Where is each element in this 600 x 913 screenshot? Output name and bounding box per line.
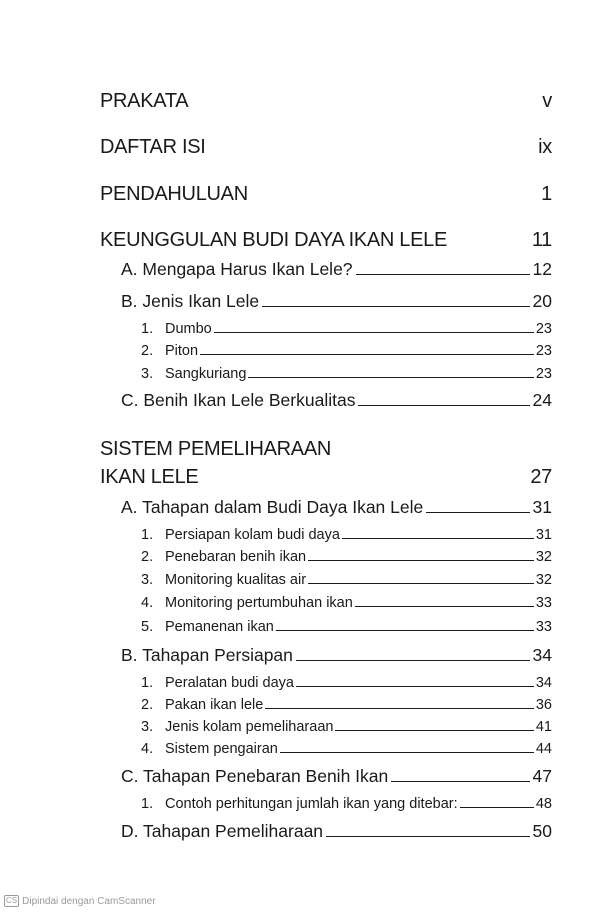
dot-leader — [356, 274, 530, 275]
toc-title: Piton — [165, 343, 199, 359]
toc-title: Peralatan budi daya — [165, 675, 294, 691]
toc-subentry[interactable] — [141, 619, 552, 635]
toc-entry-sistem-d[interactable] — [121, 821, 552, 842]
toc-subentry[interactable] — [141, 343, 552, 359]
dot-leader — [426, 512, 529, 513]
toc-page: 27 — [530, 466, 552, 488]
toc-entry-pendahuluan[interactable] — [100, 183, 552, 206]
toc-title: PRAKATA — [100, 90, 189, 112]
toc-title: D. Tahapan Pemeliharaan — [121, 821, 324, 841]
toc-page: 33 — [535, 595, 552, 611]
toc-num: 3. — [141, 719, 154, 735]
toc-page: 44 — [535, 741, 552, 757]
toc-subentry[interactable] — [141, 527, 552, 543]
toc-page: 34 — [532, 645, 552, 665]
toc-subentry[interactable] — [141, 366, 552, 382]
toc-page: 23 — [535, 366, 552, 382]
toc-title: Pakan ikan lele — [165, 697, 264, 713]
camscanner-logo-icon: CS — [6, 896, 18, 905]
toc-title: B. Jenis Ikan Lele — [121, 291, 260, 311]
toc-title: A. Tahapan dalam Budi Daya Ikan Lele — [121, 497, 424, 517]
toc-num: 2. — [141, 697, 154, 713]
dot-leader — [391, 781, 529, 782]
toc-page: 36 — [535, 697, 552, 713]
toc-page: 47 — [532, 766, 552, 786]
toc-entry-keunggulan[interactable] — [100, 229, 552, 252]
toc-title: Penebaran benih ikan — [165, 549, 307, 565]
toc-entry-sistem-c[interactable] — [121, 766, 552, 787]
toc-title: PENDAHULUAN — [100, 183, 248, 205]
toc-subentry[interactable] — [141, 675, 552, 691]
toc-page: 20 — [532, 291, 552, 311]
toc-page: 34 — [535, 675, 552, 691]
toc-entry-keunggulan-b[interactable] — [121, 291, 552, 312]
toc-entry-keunggulan-a[interactable] — [121, 259, 552, 280]
toc-page: 24 — [532, 390, 552, 410]
toc-num: 1. — [141, 796, 154, 812]
toc-num: 3. — [141, 572, 154, 588]
dot-leader — [358, 405, 529, 406]
toc-page: 1 — [541, 183, 552, 205]
toc-page: v — [542, 90, 552, 112]
toc-page: 41 — [535, 719, 552, 735]
dot-leader — [296, 660, 530, 661]
toc-page: 33 — [535, 619, 552, 635]
toc-title-line1: SISTEM PEMELIHARAAN — [100, 438, 332, 460]
toc-num: 2. — [141, 343, 154, 359]
dot-leader — [296, 686, 534, 687]
toc-page: 12 — [532, 259, 552, 279]
toc-num: 4. — [141, 741, 154, 757]
toc-entry-sistem-a[interactable] — [121, 497, 552, 518]
toc-title-line2: IKAN LELE — [100, 466, 199, 488]
toc-subentry[interactable] — [141, 697, 552, 713]
dot-leader — [326, 836, 529, 837]
toc-page: 50 — [532, 821, 552, 841]
toc-title: C. Tahapan Penebaran Benih Ikan — [121, 766, 389, 786]
toc-page: 32 — [535, 549, 552, 565]
toc-title: Persiapan kolam budi daya — [165, 527, 340, 543]
toc-entry-prakata[interactable] — [100, 90, 552, 113]
toc-title: Monitoring kualitas air — [165, 572, 307, 588]
toc-subentry[interactable] — [141, 549, 552, 565]
toc-title: Sangkuriang — [165, 366, 247, 382]
toc-entry-keunggulan-c[interactable] — [121, 390, 552, 411]
toc-num: 2. — [141, 549, 154, 565]
dot-leader — [200, 354, 534, 355]
toc-title: KEUNGGULAN BUDI DAYA IKAN LELE — [100, 229, 448, 251]
dot-leader — [355, 606, 534, 607]
toc-entry-daftar-isi[interactable] — [100, 136, 552, 159]
toc-title: Jenis kolam pemeliharaan — [165, 719, 334, 735]
watermark-text: Dipindai dengan CamScanner — [22, 895, 156, 907]
toc-num: 1. — [141, 321, 154, 337]
toc-title: Sistem pengairan — [165, 741, 278, 757]
toc-subentry[interactable] — [141, 741, 552, 757]
toc-page: 31 — [535, 527, 552, 543]
dot-leader — [280, 752, 534, 753]
toc-page: 31 — [532, 497, 552, 517]
toc-title: DAFTAR ISI — [100, 136, 206, 158]
toc-page: 11 — [531, 229, 552, 251]
scanner-watermark — [4, 895, 156, 907]
toc-num: 1. — [141, 675, 154, 691]
toc-title: Pemanenan ikan — [165, 619, 274, 635]
toc-title: Monitoring pertumbuhan ikan — [165, 595, 353, 611]
dot-leader — [335, 730, 533, 731]
toc-entry-sistem-b[interactable] — [121, 645, 552, 666]
toc-subentry[interactable] — [141, 595, 552, 611]
toc-num: 5. — [141, 619, 154, 635]
dot-leader — [248, 377, 533, 378]
dot-leader — [460, 807, 534, 808]
toc-page: 48 — [535, 796, 552, 812]
toc-subentry[interactable] — [141, 719, 552, 735]
dot-leader — [308, 583, 534, 584]
dot-leader — [214, 332, 534, 333]
dot-leader — [276, 630, 534, 631]
dot-leader — [342, 538, 534, 539]
toc-title: B. Tahapan Persiapan — [121, 645, 293, 665]
toc-title: C. Benih Ikan Lele Berkualitas — [121, 390, 356, 410]
toc-num: 1. — [141, 527, 154, 543]
toc-page: 32 — [535, 572, 552, 588]
toc-num: 3. — [141, 366, 154, 382]
toc-subentry[interactable] — [141, 796, 552, 812]
toc-page: ix — [538, 136, 552, 158]
toc-title: A. Mengapa Harus Ikan Lele? — [121, 259, 353, 279]
dot-leader — [262, 306, 529, 307]
toc-title: Dumbo — [165, 321, 212, 337]
dot-leader — [265, 708, 534, 709]
toc-page: 23 — [535, 321, 552, 337]
toc-page: 23 — [535, 343, 552, 359]
toc-subentry[interactable] — [141, 321, 552, 337]
dot-leader — [308, 560, 534, 561]
toc-num: 4. — [141, 595, 154, 611]
toc-subentry[interactable] — [141, 572, 552, 588]
toc-title: Contoh perhitungan jumlah ikan yang ditebar: — [165, 796, 458, 812]
